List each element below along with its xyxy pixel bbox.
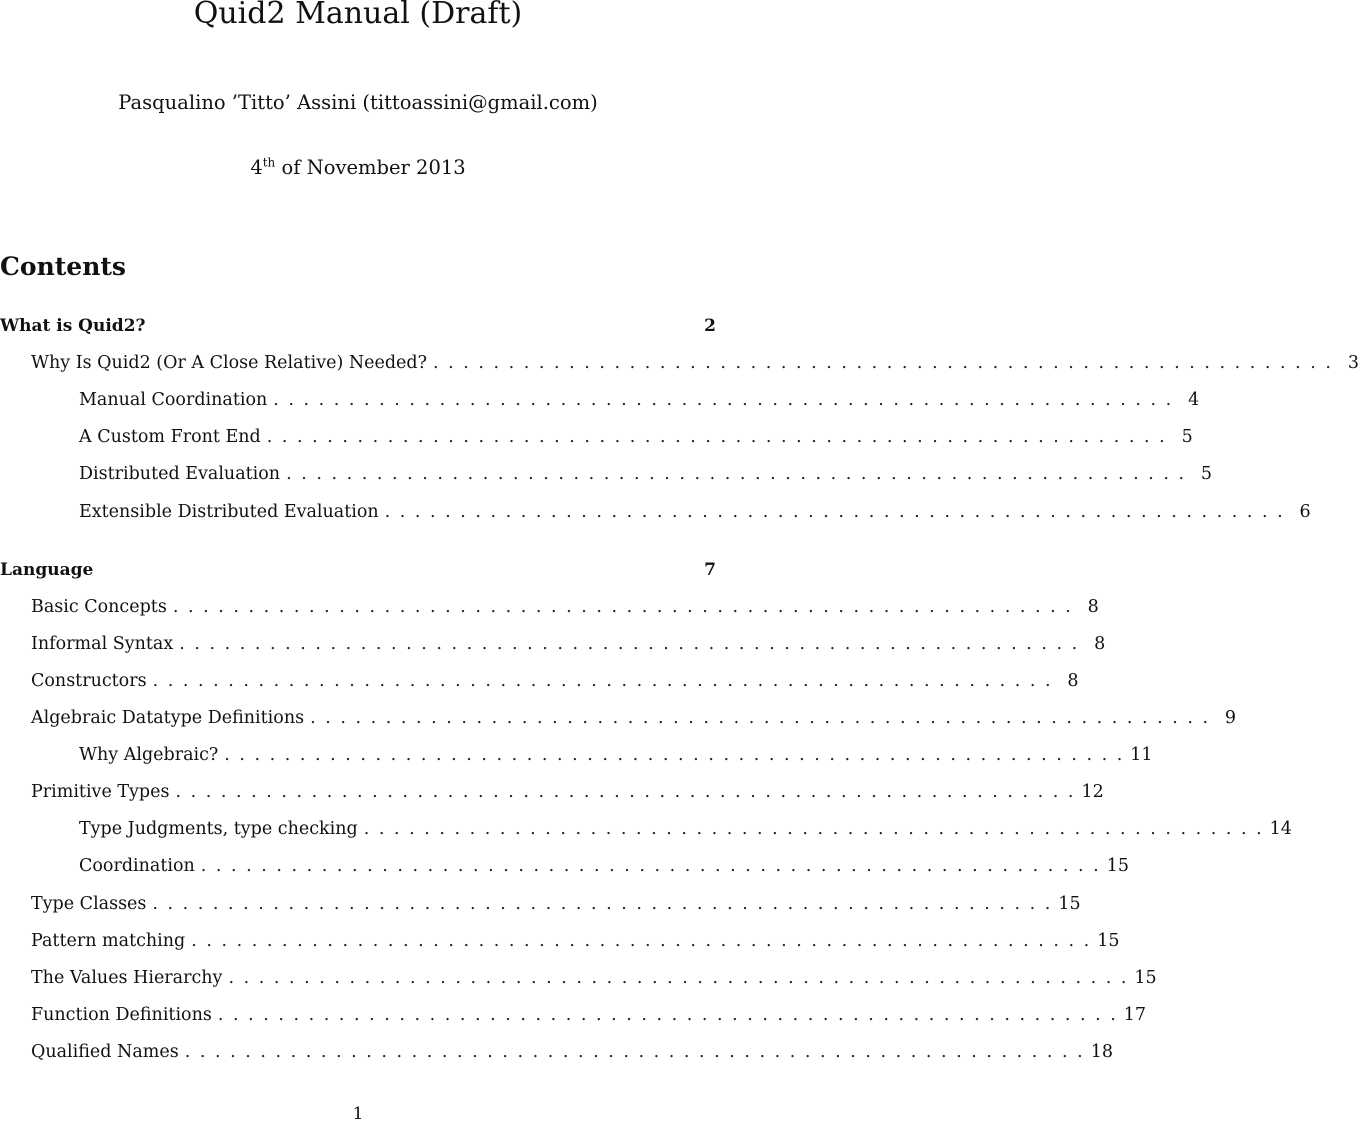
toc-dot-leader: . . . . . . . . . . . . . . . . . . . . . . . . . . . . . . . . . . . . . . . . . . . . . . . . . . . . . . . . . . . . xyxy=(273,390,1174,410)
toc-dot-leader: . . . . . . . . . . . . . . . . . . . . . . . . . . . . . . . . . . . . . . . . . . . . . . . . . . . . . . . . . . . . xyxy=(172,597,1073,617)
toc-entry-page: 8 xyxy=(1094,634,1106,654)
toc-dot-leader: . . . . . . . . . . . . . . . . . . . . . . . . . . . . . . . . . . . . . . . . . . . . . . . . . . . . . . . . . . . . xyxy=(152,894,1053,914)
toc-dot-leader: . . . . . . . . . . . . . . . . . . . . . . . . . . . . . . . . . . . . . . . . . . . . . . . . . . . . . . . . . . . . xyxy=(266,427,1167,447)
toc-entry-title: Extensible Distributed Evaluation xyxy=(79,502,379,522)
toc-entry-page: 7 xyxy=(704,560,716,580)
toc-entry-page: 17 xyxy=(1123,1005,1147,1025)
toc-entry-page: 15 xyxy=(1106,856,1130,876)
toc-entry-title: Language xyxy=(0,560,94,580)
toc-entry-page: 12 xyxy=(1081,782,1104,802)
toc-entry-title: Informal Syntax xyxy=(31,634,174,654)
toc-entry-page: 9 xyxy=(1224,708,1237,728)
toc-dot-leader: . . . . . . . . . . . . . . . . . . . . . . . . . . . . . . . . . . . . . . . . . . . . . . . . . . . . . . . . . . . . xyxy=(184,1042,1085,1062)
toc-entry[interactable] xyxy=(0,464,1213,490)
toc-entry-title: A Custom Front End xyxy=(79,427,261,447)
toc-entry[interactable] xyxy=(0,1005,1147,1031)
toc-entry-page: 11 xyxy=(1130,745,1153,765)
toc-dot-leader: . . . . . . . . . . . . . . . . . . . . . . . . . . . . . . . . . . . . . . . . . . . . . . . . . . . . . . . . . . . . xyxy=(179,634,1080,654)
toc-entry[interactable] xyxy=(0,745,1153,771)
toc-entry[interactable] xyxy=(0,560,716,586)
toc-entry-title: What is Quid2? xyxy=(0,316,146,336)
toc-entry-page: 6 xyxy=(1299,502,1311,522)
toc-dot-leader: . . . . . . . . . . . . . . . . . . . . . . . . . . . . . . . . . . . . . . . . . . . . . . . . . . . . . . . . . . . . xyxy=(286,464,1187,484)
toc-entry[interactable] xyxy=(0,427,1193,453)
toc-entry[interactable] xyxy=(0,782,1104,808)
toc-entry[interactable] xyxy=(0,856,1130,882)
toc-entry[interactable] xyxy=(0,819,1292,845)
toc-entry-title: Pattern matching xyxy=(31,931,186,951)
toc-dot-leader: . . . . . . . . . . . . . . . . . . . . . . . . . . . . . . . . . . . . . . . . . . . . . . . . . . . . . . . . . . . . xyxy=(224,745,1125,765)
toc-dot-leader: . . . . . . . . . . . . . . . . . . . . . . . . . . . . . . . . . . . . . . . . . . . . . . . . . . . . . . . . . . . . xyxy=(175,782,1076,802)
toc-entry[interactable] xyxy=(0,968,1157,994)
toc-entry-page: 4 xyxy=(1188,390,1200,410)
toc-entry-title: Distributed Evaluation xyxy=(79,464,281,484)
toc-dot-leader: . . . . . . . . . . . . . . . . . . . . . . . . . . . . . . . . . . . . . . . . . . . . . . . . . . . . . . . . . . . . xyxy=(200,856,1101,876)
toc-entry-title: Why Is Quid2 (Or A Close Relative) Needed? xyxy=(31,353,427,373)
document-title: Quid2 Manual (Draft) xyxy=(193,0,523,31)
toc-entry-title: Type Judgments, type checking xyxy=(79,819,358,839)
toc-entry-title: Primitive Types xyxy=(31,782,170,802)
toc-entry-page: 15 xyxy=(1134,968,1157,988)
toc-entry[interactable] xyxy=(0,390,1200,416)
date-day: 4 xyxy=(250,156,263,179)
toc-dot-leader: . . . . . . . . . . . . . . . . . . . . . . . . . . . . . . . . . . . . . . . . . . . . . . . . . . . . . . . . . . . . xyxy=(228,968,1129,988)
toc-dot-leader: . . . . . . . . . . . . . . . . . . . . . . . . . . . . . . . . . . . . . . . . . . . . . . . . . . . . . . . . . . . . xyxy=(152,671,1053,691)
toc-dot-leader: . . . . . . . . . . . . . . . . . . . . . . . . . . . . . . . . . . . . . . . . . . . . . . . . . . . . . . . . . . . . xyxy=(363,819,1264,839)
toc-entry-title: Qualified Names xyxy=(31,1042,179,1062)
toc-entry-page: 15 xyxy=(1058,894,1081,914)
contents-heading: Contents xyxy=(0,252,127,281)
toc-entry-title: Why Algebraic? xyxy=(79,745,219,765)
toc-entry[interactable] xyxy=(0,597,1099,623)
document-author: Pasqualino ’Titto’ Assini (tittoassini@gmail.com) xyxy=(118,91,598,114)
toc-entry-title: Constructors xyxy=(31,671,147,691)
toc-dot-leader: . . . . . . . . . . . . . . . . . . . . . . . . . . . . . . . . . . . . . . . . . . . . . . . . . . . . . . . . . . . . xyxy=(310,708,1211,728)
toc-entry[interactable] xyxy=(0,931,1120,957)
toc-entry[interactable] xyxy=(0,708,1237,734)
date-rest: of November 2013 xyxy=(275,156,466,179)
toc-entry[interactable] xyxy=(0,634,1106,660)
toc-entry-page: 5 xyxy=(1181,427,1193,447)
toc-entry[interactable] xyxy=(0,353,1359,379)
toc-entry-page: 5 xyxy=(1200,464,1213,484)
toc-entry-page: 3 xyxy=(1347,353,1359,373)
toc-dot-leader: . . . . . . . . . . . . . . . . . . . . . . . . . . . . . . . . . . . . . . . . . . . . . . . . . . . . . . . . . . . . xyxy=(384,502,1285,522)
toc-entry-page: 8 xyxy=(1087,597,1099,617)
toc-entry[interactable] xyxy=(0,316,716,342)
toc-entry-title: Type Classes xyxy=(31,894,147,914)
toc-entry-page: 15 xyxy=(1097,931,1120,951)
toc-entry-page: 2 xyxy=(704,316,716,336)
toc-entry[interactable] xyxy=(0,671,1079,697)
toc-entry[interactable] xyxy=(0,1042,1113,1068)
date-suffix: th xyxy=(262,155,276,170)
toc-entry-title: Function Definitions xyxy=(31,1005,212,1025)
toc-entry-title: Manual Coordination xyxy=(79,390,268,410)
toc-entry-page: 18 xyxy=(1090,1042,1113,1062)
toc-entry-page: 14 xyxy=(1269,819,1292,839)
toc-dot-leader: . . . . . . . . . . . . . . . . . . . . . . . . . . . . . . . . . . . . . . . . . . . . . . . . . . . . . . . . . . . . xyxy=(191,931,1092,951)
toc-entry-page: 8 xyxy=(1067,671,1079,691)
toc-entry-title: The Values Hierarchy xyxy=(31,968,223,988)
document-date xyxy=(0,156,716,179)
toc-entry-title: Basic Concepts xyxy=(31,597,167,617)
toc-dot-leader: . . . . . . . . . . . . . . . . . . . . . . . . . . . . . . . . . . . . . . . . . . . . . . . . . . . . . . . . . . . . xyxy=(433,353,1333,373)
toc-entry-title: Coordination xyxy=(79,856,195,876)
toc-entry-title: Algebraic Datatype Definitions xyxy=(31,708,305,728)
toc-entry[interactable] xyxy=(0,502,1311,528)
toc-dot-leader: . . . . . . . . . . . . . . . . . . . . . . . . . . . . . . . . . . . . . . . . . . . . . . . . . . . . . . . . . . . . xyxy=(217,1005,1118,1025)
toc-entry[interactable] xyxy=(0,894,1081,920)
page-number: 1 xyxy=(352,1104,364,1124)
